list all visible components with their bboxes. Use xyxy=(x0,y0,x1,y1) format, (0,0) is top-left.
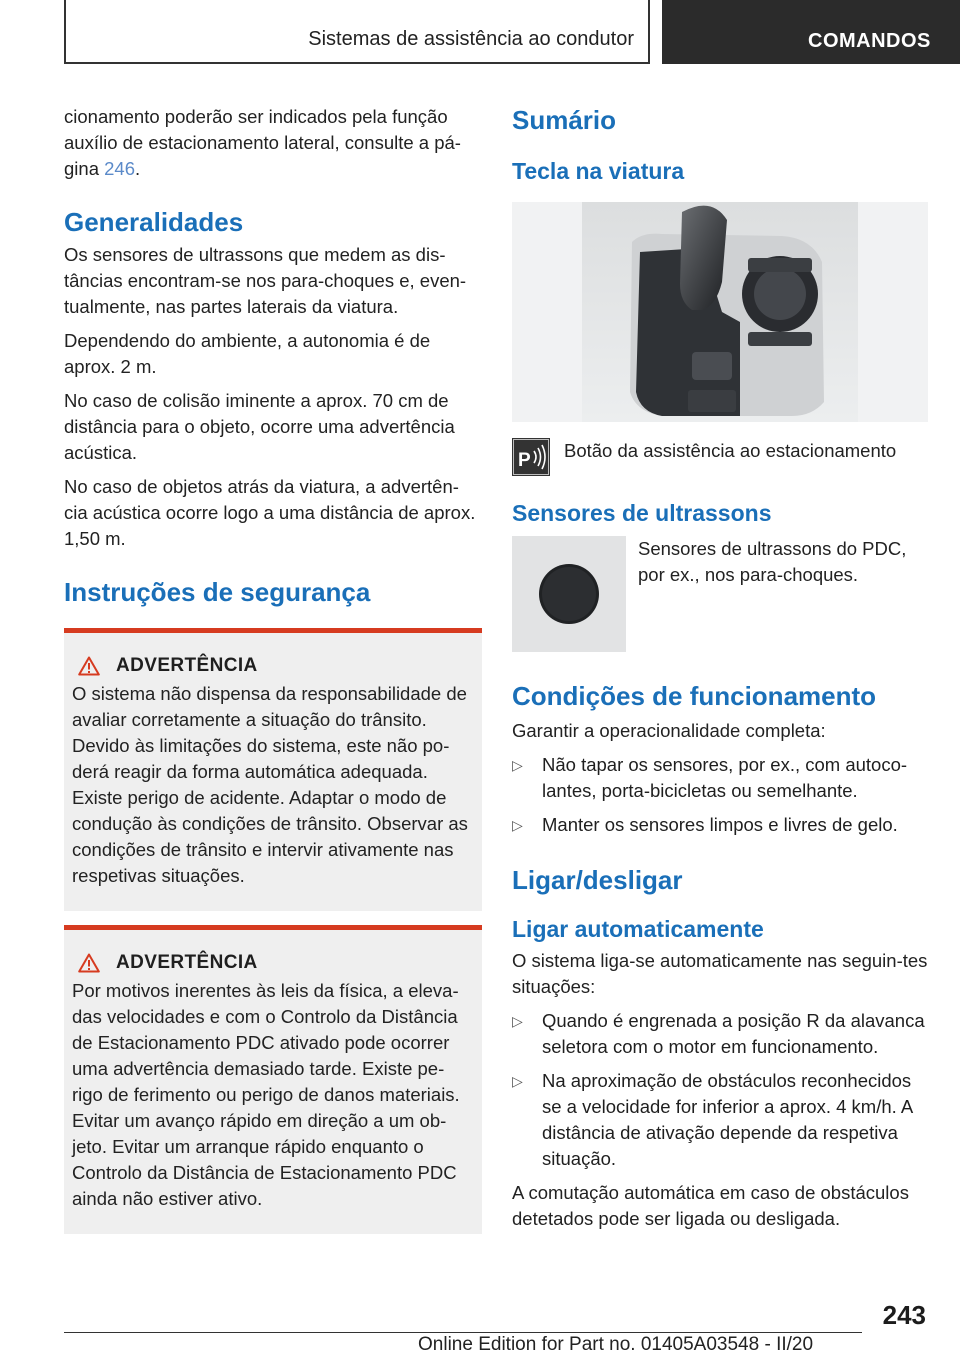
ligar-list xyxy=(512,1008,928,1172)
center-console-image xyxy=(512,202,928,422)
header-chapter-title: COMANDOS xyxy=(808,30,931,52)
list-item xyxy=(512,812,928,838)
parking-assist-button-icon xyxy=(512,438,550,476)
left-column xyxy=(64,104,482,1234)
sensor-image xyxy=(512,536,626,652)
ultrasonic-sensor-icon xyxy=(536,561,602,627)
footer-edition: Online Edition for Part no. 01405A03548 - II/20 xyxy=(418,1334,814,1355)
generalidades-paragraph-3: No caso de colisão iminente a aprox. 70 cm de distância para o objeto, ocorre uma advertência acústica. xyxy=(64,390,455,463)
condicoes-list xyxy=(512,752,928,838)
bullet-arrow-icon: ▷ xyxy=(512,1073,523,1089)
page-header xyxy=(0,0,960,66)
intro-text: cionamento poderão ser indicados pela função auxílio de estacionamento lateral, consulte a pá-gina xyxy=(64,106,461,179)
list-item-text: Não tapar os sensores, por ex., com autoco-lantes, porta-bicicletas ou semelhante. xyxy=(542,754,908,801)
bullet-arrow-icon: ▷ xyxy=(512,757,523,773)
intro-end: . xyxy=(135,158,141,179)
sumario-heading: Sumário xyxy=(512,105,617,135)
header-chapter-tab xyxy=(662,0,960,64)
footer-divider xyxy=(64,1332,862,1333)
sensores-heading: Sensores de ultrassons xyxy=(512,500,772,526)
header-section-box xyxy=(64,0,650,64)
page-number: 243 xyxy=(882,1300,926,1330)
ligar-outro: A comutação automática em caso de obstáculos detetados pode ser ligada ou desligada. xyxy=(512,1182,909,1229)
warning-label-1: ADVERTÊNCIA xyxy=(116,655,258,676)
list-item xyxy=(512,1008,928,1060)
warning-box-2 xyxy=(64,925,482,1234)
list-item-text: Manter os sensores limpos e livres de gelo. xyxy=(542,814,898,835)
warning-text-2: Por motivos inerentes às leis da física, a eleva-das velocidades e com o Controlo da Distância de Estacionamento PDC ativado pode ocorrer uma advertência demasiado tarde. Existe pe-rigo de ferimento ou perigo de danos materiais. Evitar um avanço rápido em direção a um ob-jeto. Evitar um arranque rápido enquanto o Controlo da Distância de Estacionamento PDC ainda não estiver ativo. xyxy=(72,980,460,1209)
button-caption: Botão da assistência ao estacionamento xyxy=(564,440,897,461)
list-item xyxy=(512,752,928,804)
generalidades-paragraph-4: No caso de objetos atrás da viatura, a advertên-cia acústica ocorre logo a uma distância de aprox. 1,50 m. xyxy=(64,476,476,549)
condicoes-intro: Garantir a operacionalidade completa: xyxy=(512,720,826,741)
safety-heading: Instruções de segurança xyxy=(64,577,371,607)
tecla-heading: Tecla na viatura xyxy=(512,158,685,184)
list-item-text: Na aproximação de obstáculos reconhecidos se a velocidade for inferior a aprox. 4 km/h. A distância de ativação depende da respetiva situação. xyxy=(542,1070,913,1169)
svg-text:P: P xyxy=(518,450,531,471)
warning-title-1 xyxy=(72,655,472,677)
ligar-intro: O sistema liga-se automaticamente nas seguin-tes situações: xyxy=(512,950,928,997)
ligar-heading: Ligar/desligar xyxy=(512,865,683,895)
generalidades-heading: Generalidades xyxy=(64,207,244,237)
list-item xyxy=(512,1068,928,1172)
generalidades-paragraph-1: Os sensores de ultrassons que medem as dis-tâncias encontram-se nos para-choques e, even-tualmente, nas partes laterais da viatura. xyxy=(64,244,467,317)
warning-triangle-icon xyxy=(78,656,100,676)
warning-text-1: O sistema não dispensa da responsabilidade de avaliar corretamente a situação do trânsito. Devido às limitações do sistema, este não po-derá reagir da forma automática adequada. Existe perigo de acidente. Adaptar o modo de condução às condições de trânsito. Observar as condições de trânsito e intervir ativamente nas respetivas situações. xyxy=(72,683,468,886)
header-section-title: Sistemas de assistência ao condutor xyxy=(308,28,634,50)
button-caption-row xyxy=(512,438,928,476)
sensores-description: Sensores de ultrassons do PDC, por ex., nos para-choques. xyxy=(638,538,907,585)
warning-label-2: ADVERTÊNCIA xyxy=(116,952,258,973)
page-reference-link[interactable]: 246 xyxy=(104,158,135,179)
generalidades-paragraph-2: Dependendo do ambiente, a autonomia é de aprox. 2 m. xyxy=(64,330,431,377)
bullet-arrow-icon: ▷ xyxy=(512,817,523,833)
right-column xyxy=(512,104,928,1232)
center-console-illustration xyxy=(512,202,928,422)
list-item-text: Quando é engrenada a posição R da alavanca seletora com o motor em funcionamento. xyxy=(542,1010,925,1057)
warning-box-1 xyxy=(64,628,482,911)
condicoes-heading: Condições de funcionamento xyxy=(512,681,877,711)
warning-triangle-icon xyxy=(78,953,100,973)
ligar-auto-heading: Ligar automaticamente xyxy=(512,916,764,942)
sensor-row xyxy=(512,536,928,652)
warning-title-2 xyxy=(72,952,472,974)
intro-paragraph xyxy=(64,104,482,182)
bullet-arrow-icon: ▷ xyxy=(512,1013,523,1029)
